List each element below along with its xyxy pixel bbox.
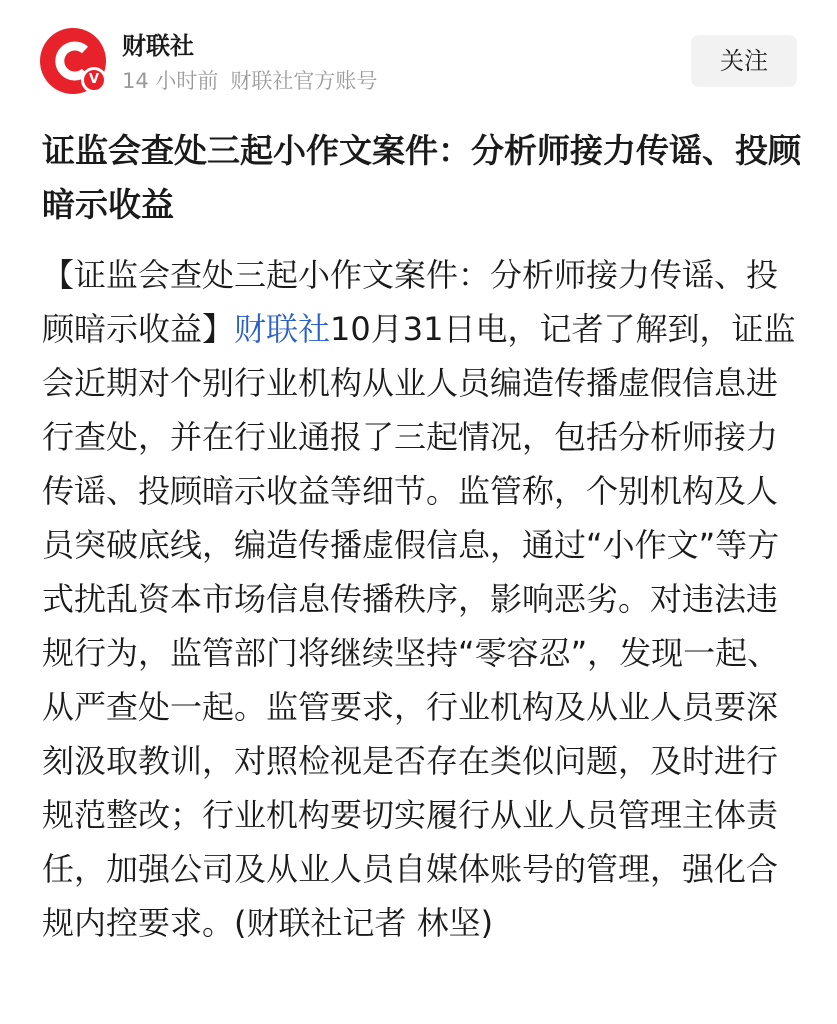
follow-button[interactable]: 关注	[691, 35, 797, 87]
source-link[interactable]: 财联社	[234, 310, 331, 348]
body-text: 10月31日电，记者了解到，证监会近期对个别行业机构从业人员编造传播虚假信息进行查处，并在行业通报了三起情况，包括分析师接力传谣、投顾暗示收益等细节。监管称，个别机构及人员突破底线，编造传播虚假信息，通过“小作文”等方式扰乱资本市场信息传播秩序，影响恶劣。对违法违规行为，监管部门将继续坚持“零容忍”，发现一起、从严查处一起。监管要求，行业机构及从业人员要深刻汲取教训，对照检视是否存在类似问题，及时进行规范整改；行业机构要切实履行从业人员管理主体责任，加强公司及从业人员自媒体账号的管理，强化合规内控要求。(财联社记者 林坚)	[42, 310, 796, 942]
article-title: 证监会查处三起小作文案件：分析师接力传谣、投顾暗示收益	[42, 131, 801, 224]
article-header	[0, 0, 837, 110]
article-body	[42, 248, 800, 950]
verified-badge-icon: V	[81, 67, 107, 93]
account-name[interactable]: 财联社	[122, 32, 194, 60]
body-lead: 【证监会查处三起小作文案件：分析师接力传谣、投顾暗示收益】	[42, 256, 779, 348]
account-type: 财联社官方账号	[230, 69, 378, 93]
post-meta	[122, 66, 377, 96]
post-time: 14 小时前	[122, 69, 219, 93]
